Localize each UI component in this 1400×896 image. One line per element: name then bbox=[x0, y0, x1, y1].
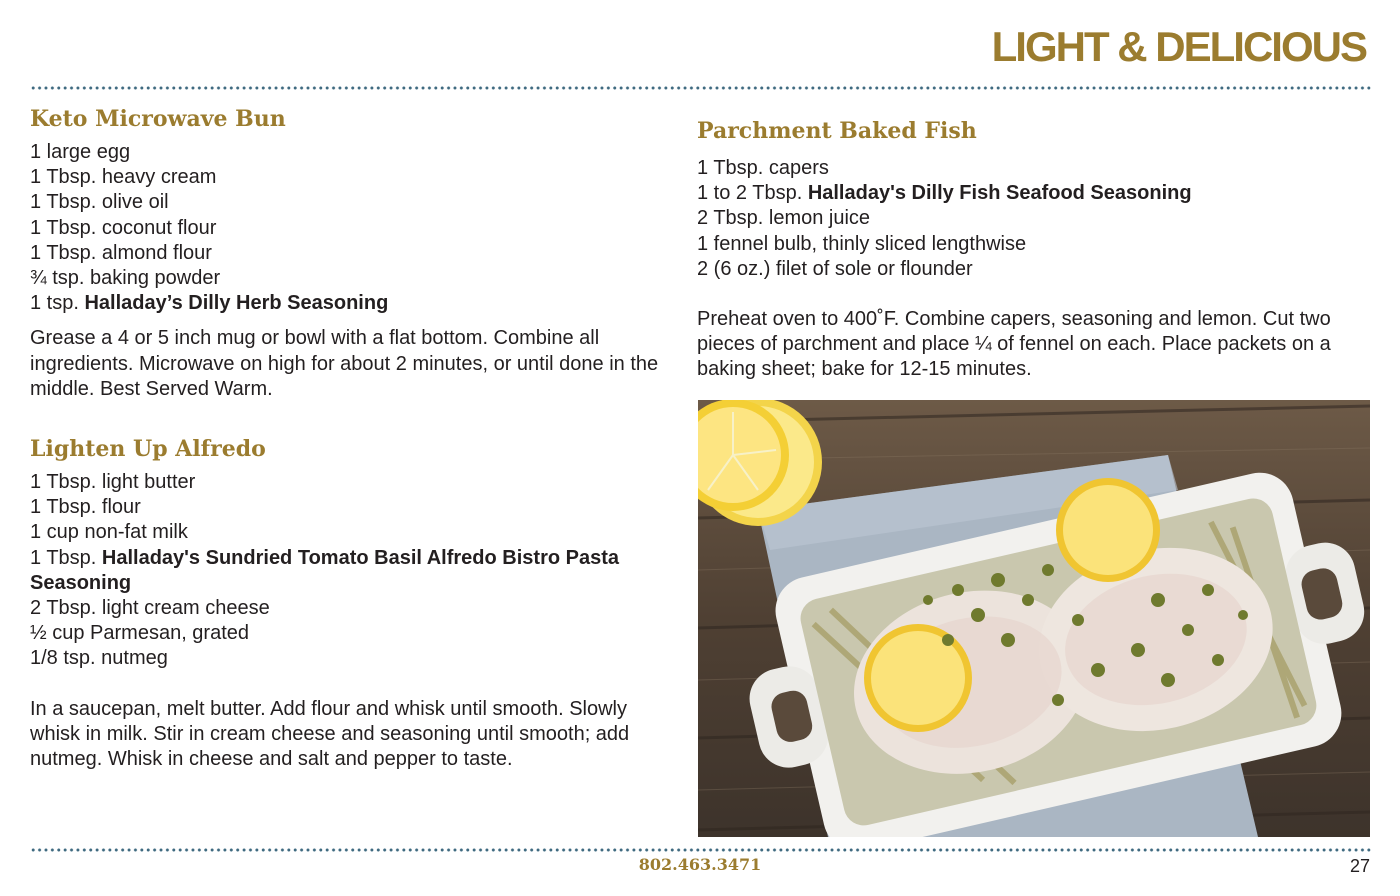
ingredient-item bbox=[30, 241, 670, 266]
ingredient-item bbox=[30, 546, 670, 596]
baked-fish-illustration bbox=[698, 400, 1370, 837]
ingredient-text: ¾ tsp. baking powder bbox=[30, 267, 221, 290]
ingredient-text: 1 Tbsp. coconut flour bbox=[30, 216, 217, 239]
page-number: 27 bbox=[1349, 856, 1370, 876]
ingredient-item bbox=[30, 596, 670, 621]
ingredient-item bbox=[30, 190, 670, 215]
ingredient-item bbox=[30, 165, 670, 190]
ingredient-text: 2 (6 oz.) filet of sole or flounder bbox=[697, 257, 973, 280]
ingredient-item bbox=[30, 520, 670, 545]
ingredient-item bbox=[30, 646, 670, 671]
ingredient-item bbox=[30, 621, 670, 646]
left-column bbox=[30, 104, 670, 772]
dotted-divider-top bbox=[30, 86, 1372, 90]
footer-phone-number: 802.463.3471 bbox=[638, 855, 762, 874]
dotted-divider-bottom bbox=[30, 848, 1372, 852]
ingredient-item bbox=[30, 140, 670, 165]
ingredient-item bbox=[30, 470, 670, 495]
ingredient-item bbox=[30, 495, 670, 520]
ingredient-text: 1 tsp. bbox=[30, 292, 85, 315]
right-column bbox=[697, 116, 1372, 383]
ingredient-text: 1 fennel bulb, thinly sliced lengthwise bbox=[697, 232, 1027, 255]
ingredient-text: 1 Tbsp. bbox=[30, 546, 102, 569]
ingredient-item bbox=[697, 232, 1372, 257]
ingredient-list bbox=[697, 156, 1372, 282]
recipe-directions: Grease a 4 or 5 inch mug or bowl with a flat bottom. Combine all ingredients. Microwave on high for about 2 minutes, or until done in the middle. Best Served Warm. bbox=[30, 327, 659, 400]
ingredient-text: 1 Tbsp. capers bbox=[697, 157, 829, 179]
ingredient-text: 1 cup non-fat milk bbox=[30, 521, 188, 544]
recipe-title: Lighten Up Alfredo bbox=[30, 436, 266, 463]
ingredient-item bbox=[30, 291, 670, 316]
recipe-title: Keto Microwave Bun bbox=[30, 106, 286, 132]
ingredient-text: 2 Tbsp. light cream cheese bbox=[30, 597, 270, 620]
ingredient-text: 1 Tbsp. flour bbox=[30, 496, 141, 519]
recipe-title: Parchment Baked Fish bbox=[697, 118, 977, 144]
ingredient-text: 1 Tbsp. olive oil bbox=[30, 191, 169, 214]
seasoning-name: Halladay's Dilly Fish Seafood Seasoning bbox=[807, 182, 1192, 205]
recipe-alfredo bbox=[30, 434, 670, 772]
ingredient-text: 1/8 tsp. nutmeg bbox=[30, 647, 168, 670]
ingredient-text: 2 Tbsp. lemon juice bbox=[697, 207, 871, 230]
ingredient-list bbox=[30, 470, 670, 672]
seasoning-name: Halladay’s Dilly Herb Seasoning bbox=[84, 292, 389, 315]
ingredient-list bbox=[30, 140, 670, 316]
ingredient-item bbox=[30, 216, 670, 241]
ingredient-item bbox=[697, 156, 1372, 181]
ingredient-item bbox=[30, 266, 670, 291]
ingredient-item bbox=[697, 206, 1372, 231]
ingredient-text: 1 Tbsp. heavy cream bbox=[30, 166, 217, 189]
ingredient-text: 1 Tbsp. almond flour bbox=[30, 241, 212, 264]
baked-fish-photo bbox=[698, 400, 1370, 837]
recipe-directions: Preheat oven to 400˚F. Combine capers, seasoning and lemon. Cut two pieces of parchment and place ¼ of fennel on each. Place packets on a baking sheet; bake for 12-15 minutes. bbox=[697, 308, 1331, 381]
ingredient-text: 1 Tbsp. light butter bbox=[30, 471, 196, 494]
recipe-fish bbox=[697, 116, 1372, 383]
recipe-directions: In a saucepan, melt butter. Add flour and whisk until smooth. Slowly whisk in milk. Stir in cream cheese and seasoning until smooth; add nutmeg. Whisk in cheese and salt and pepper to taste. bbox=[30, 697, 630, 771]
ingredient-item bbox=[697, 181, 1372, 206]
page-title: LIGHT & DELICIOUS bbox=[991, 23, 1366, 70]
ingredient-text: 1 to 2 Tbsp. bbox=[697, 182, 808, 205]
ingredient-text: ½ cup Parmesan, grated bbox=[30, 622, 250, 645]
ingredient-text: 1 large egg bbox=[30, 141, 131, 163]
seasoning-name: Halladay's Sundried Tomato Basil Alfredo Bistro Pasta Seasoning bbox=[30, 546, 620, 594]
recipe-keto-bun bbox=[30, 104, 670, 402]
ingredient-item bbox=[697, 257, 1372, 282]
